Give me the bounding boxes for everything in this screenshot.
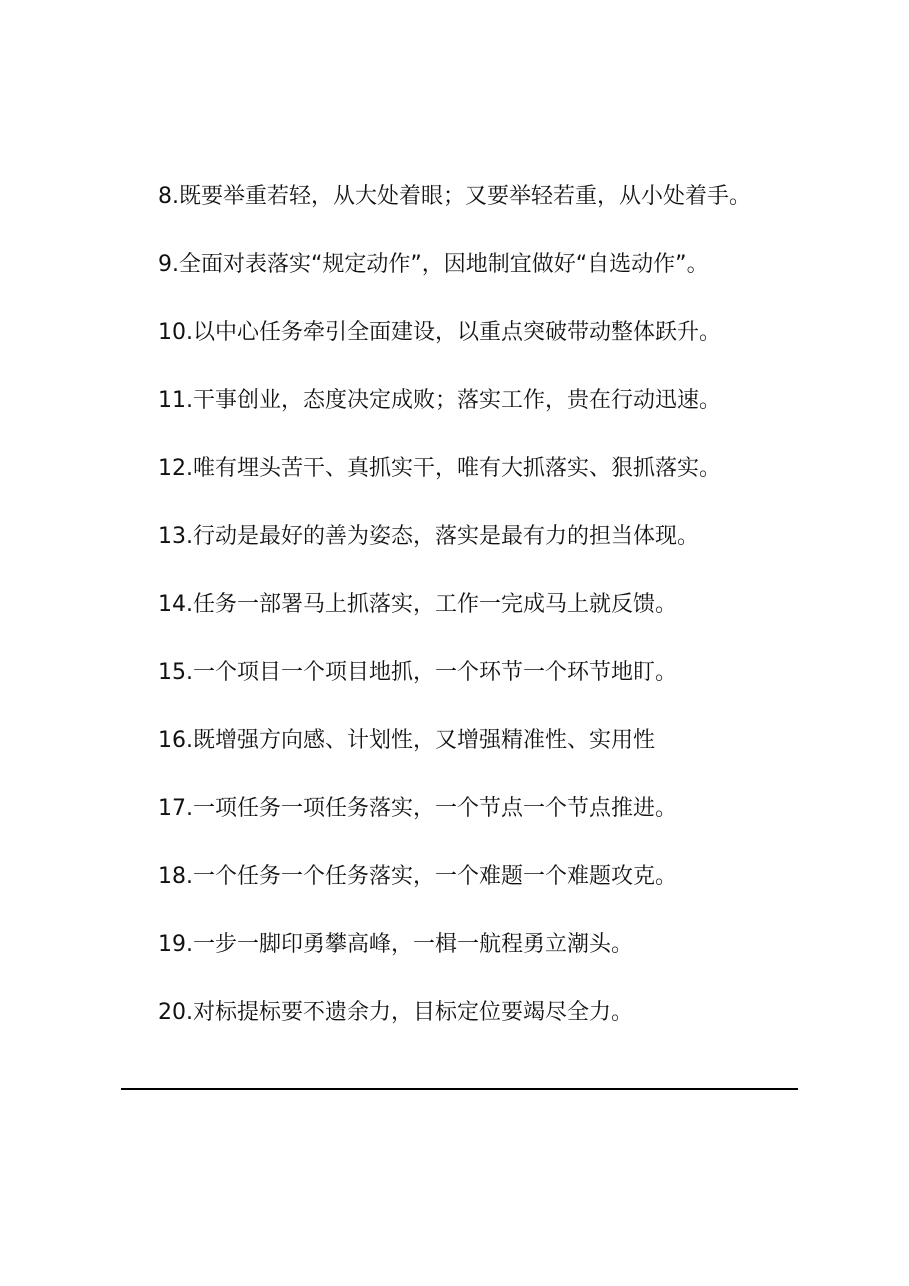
paragraph-13: 13.行动是最好的善为姿态，落实是最有力的担当体现。 xyxy=(158,524,699,549)
paragraph-17: 17.一项任务一项任务落实，一个节点一个节点推进。 xyxy=(158,796,677,821)
paragraph-11: 11.干事创业，态度决定成败；落实工作，贵在行动迅速。 xyxy=(158,388,721,413)
paragraph-12: 12.唯有埋头苦干、真抓实干，唯有大抓落实、狠抓落实。 xyxy=(158,456,721,481)
paragraph-15: 15.一个项目一个项目地抓，一个环节一个环节地盯。 xyxy=(158,660,677,685)
paragraph-10: 10.以中心任务牵引全面建设，以重点突破带动整体跃升。 xyxy=(158,320,721,345)
paragraph-19: 19.一步一脚印勇攀高峰，一楫一航程勇立潮头。 xyxy=(158,932,633,957)
paragraph-8: 8.既要举重若轻，从大处着眼；又要举轻若重，从小处着手。 xyxy=(158,184,751,209)
bottom-rule xyxy=(121,1088,798,1090)
paragraph-16: 16.既增强方向感、计划性，又增强精准性、实用性 xyxy=(158,728,655,753)
document-body xyxy=(121,176,798,1060)
paragraph-9: 9.全面对表落实“规定动作”，因地制宜做好“自选动作”。 xyxy=(158,252,709,277)
paragraph-18: 18.一个任务一个任务落实，一个难题一个难题攻克。 xyxy=(158,864,677,889)
paragraph-20: 20.对标提标要不遗余力，目标定位要竭尽全力。 xyxy=(158,1000,633,1025)
paragraph-14: 14.任务一部署马上抓落实，工作一完成马上就反馈。 xyxy=(158,592,677,617)
